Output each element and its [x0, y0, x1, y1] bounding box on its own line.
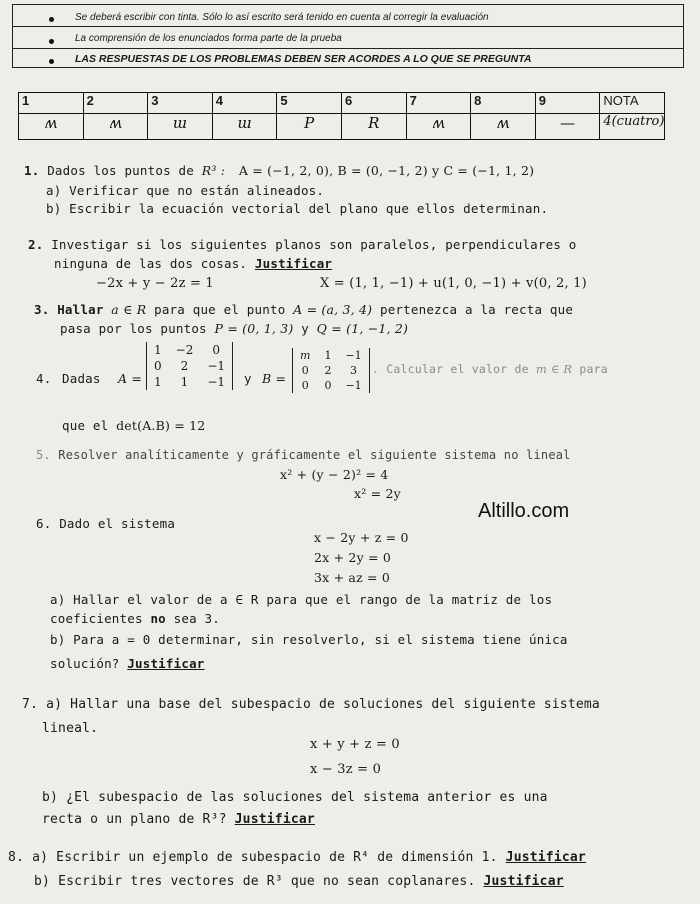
bullet-icon	[49, 39, 54, 44]
q6-eq2: 2x + 2y = 0	[314, 550, 392, 565]
matrix-a-cell: 1	[154, 375, 162, 389]
q4-m-in-r: m ∈ R	[535, 362, 573, 376]
q3-line2-text: pasa por los puntos	[60, 321, 207, 336]
q4-y: y	[244, 371, 252, 386]
q1-number: 1.	[24, 163, 40, 178]
divider	[13, 26, 683, 27]
q3-y: y	[301, 321, 309, 336]
grade-header: 4	[212, 93, 277, 114]
q6-b-text: solución?	[50, 656, 120, 671]
q7-justify: Justificar	[234, 812, 315, 827]
q4-tail-text: . Calcular el valor de	[372, 362, 529, 376]
q1-text: Dados los puntos de	[47, 163, 194, 178]
q6-a-text: coeficientes	[50, 611, 143, 626]
matrix-b-cell: 3	[350, 364, 358, 377]
grade-header: 1	[19, 93, 84, 114]
matrix-a-cell: 1	[180, 375, 189, 389]
q2-line1-text: Investigar si los siguientes planos son paralelos, perpendiculares o	[51, 237, 577, 252]
q1-b: b) Escribir la ecuación vectorial del plano que ellos determinan.	[46, 201, 549, 216]
matrix-a-cell: 2	[180, 359, 189, 373]
q3-text: para que el punto	[154, 302, 286, 317]
q6-number: 6.	[36, 516, 52, 531]
q3-a-in-r: a ∈ R	[111, 302, 147, 317]
matrix-b-cell: 0	[301, 379, 309, 392]
q7-eq2: x − 3z = 0	[310, 762, 382, 777]
q2-line2	[54, 256, 332, 271]
q1-points: A = (−1, 2, 0), B = (0, −1, 2) y C = (−1, 1, 2)	[238, 163, 535, 178]
matrix-a	[146, 342, 233, 390]
q6-line	[36, 516, 175, 531]
q4-a-label: A =	[118, 371, 143, 386]
q7-a-line2: lineal.	[42, 721, 99, 736]
matrix-b-cell: −1	[345, 379, 362, 392]
grade-header: 8	[471, 93, 536, 114]
matrix-a-cell: 1	[154, 343, 162, 357]
q4-line2	[62, 418, 205, 433]
q5-text: Resolver analíticamente y gráficamente el siguiente sistema no lineal	[58, 448, 571, 462]
rule-ink: Se deberá escribir con tinta. Sólo lo así escrito será tenido en cuenta al corregir la evaluación	[75, 12, 489, 23]
q3-line2	[60, 321, 408, 336]
q2-line1	[28, 237, 577, 252]
q2-justify: Justificar	[254, 256, 333, 271]
q2-line2-text: ninguna de las dos cosas.	[54, 256, 248, 271]
matrix-a-cell: 0	[154, 359, 162, 373]
grade-header: 9	[535, 93, 600, 114]
q3-point-q: Q = (1, −1, 2)	[316, 321, 409, 336]
q8-b-text: b) Escribir tres vectores de R³ que no sean coplanares.	[34, 874, 476, 889]
q4-number: 4.	[36, 371, 52, 386]
q8-b-justify: Justificar	[483, 874, 564, 889]
grade-mark: ɯ	[212, 114, 277, 140]
q4-text: Dadas	[62, 371, 101, 386]
grades-header-row	[19, 93, 665, 114]
q4-b-label: B =	[262, 371, 287, 386]
matrix-a-cell: −1	[207, 359, 226, 373]
q6-a-line1: a) Hallar el valor de a ∈ R para que el rango de la matriz de los	[50, 592, 553, 607]
grade-header: 7	[406, 93, 471, 114]
q8-a-justify: Justificar	[505, 850, 586, 865]
q1-space: R³ :	[201, 163, 226, 178]
matrix-a-cell: −2	[175, 343, 194, 357]
q6-text: Dado el sistema	[59, 516, 176, 531]
q6-justify: Justificar	[127, 656, 205, 671]
q5-number: 5.	[36, 448, 51, 462]
q7-number: 7.	[22, 697, 39, 712]
q6-eq3: 3x + az = 0	[314, 570, 391, 585]
q7-a-text: a) Hallar una base del subespacio de soluciones del siguiente sistema	[46, 697, 600, 712]
grade-mark: ʍ	[83, 114, 148, 140]
q3-number: 3.	[34, 302, 50, 317]
rule-answers: LAS RESPUESTAS DE LOS PROBLEMAS DEBEN SER ACORDES A LO QUE SE PREGUNTA	[75, 53, 532, 65]
grade-header: 2	[83, 93, 148, 114]
rule-comprehension: La comprensión de los enunciados forma parte de la prueba	[75, 33, 342, 44]
grade-mark: R	[341, 114, 406, 140]
q4-line2-text: que el	[62, 418, 109, 433]
grades-table	[18, 92, 665, 140]
q1-a: a) Verificar que no están alineados.	[46, 183, 325, 198]
q2-number: 2.	[28, 237, 44, 252]
bullet-icon	[49, 17, 54, 22]
grade-header-nota: NOTA	[600, 93, 665, 114]
grade-mark: P	[277, 114, 342, 140]
q3-hallar: Hallar	[57, 302, 104, 317]
q2-plane1: −2x + y − 2z = 1	[96, 276, 214, 291]
grades-marks-row	[19, 114, 665, 140]
bullet-icon	[49, 59, 54, 64]
matrix-a-cell: 0	[212, 343, 221, 357]
q7-b-line2	[42, 812, 315, 827]
grade-mark: ʍ	[471, 114, 536, 140]
q6-a-no: no	[150, 611, 166, 626]
grade-mark: ʍ	[19, 114, 84, 140]
q3-line1	[34, 302, 573, 317]
q3-text-tail: pertenezca a la recta que	[379, 302, 574, 317]
q3-point-p: P = (0, 1, 3)	[214, 321, 294, 336]
q6-b-line1: b) Para a = 0 determinar, sin resolverlo, si el sistema tiene única	[50, 632, 568, 647]
grade-mark: ɯ	[148, 114, 213, 140]
q3-point-a: A = (a, 3, 4)	[293, 302, 373, 317]
q6-b-line2	[50, 656, 205, 671]
q8-a-line	[8, 850, 586, 865]
matrix-b-cell: 2	[324, 364, 332, 377]
q7-eq1: x + y + z = 0	[310, 737, 400, 752]
q6-eq1: x − 2y + z = 0	[314, 530, 409, 545]
grade-mark: ʍ	[406, 114, 471, 140]
q5-line	[36, 448, 571, 462]
matrix-b	[292, 348, 370, 393]
q1-line	[24, 163, 534, 178]
grade-header: 6	[341, 93, 406, 114]
q6-a-line2	[50, 611, 220, 626]
divider	[13, 48, 683, 49]
q4-para: para	[579, 362, 608, 376]
matrix-b-cell: −1	[345, 349, 362, 362]
q8-a-text: a) Escribir un ejemplo de subespacio de R⁴ de dimensión 1.	[32, 850, 498, 865]
grade-mark: —	[535, 114, 600, 140]
grade-final: 4(cuatro)	[600, 114, 665, 140]
matrix-b-cell: m	[300, 349, 311, 362]
matrix-a-cell: −1	[207, 375, 226, 389]
q4-det: det(A.B) = 12	[116, 418, 206, 433]
q8-number: 8.	[8, 850, 25, 865]
grade-header: 5	[277, 93, 342, 114]
q4-tail	[372, 362, 608, 376]
q5-eq2: x² = 2y	[354, 486, 401, 501]
watermark-logo: Altillo.com	[478, 500, 570, 522]
instructions-box	[12, 4, 684, 68]
q7-b-line1: b) ¿El subespacio de las soluciones del sistema anterior es una	[42, 790, 548, 805]
q7-a-line1	[22, 697, 600, 712]
q8-b-line	[34, 874, 564, 889]
q2-plane2: X = (1, 1, −1) + u(1, 0, −1) + v(0, 2, 1)	[320, 276, 587, 291]
matrix-b-cell: 1	[324, 349, 332, 362]
q6-a-tail: sea 3.	[173, 611, 220, 626]
matrix-b-cell: 0	[324, 379, 332, 392]
matrix-b-cell: 0	[301, 364, 309, 377]
grade-header: 3	[148, 93, 213, 114]
q5-eq1: x² + (y − 2)² = 4	[280, 467, 389, 482]
q7-b-text: recta o un plano de R³?	[42, 812, 227, 827]
